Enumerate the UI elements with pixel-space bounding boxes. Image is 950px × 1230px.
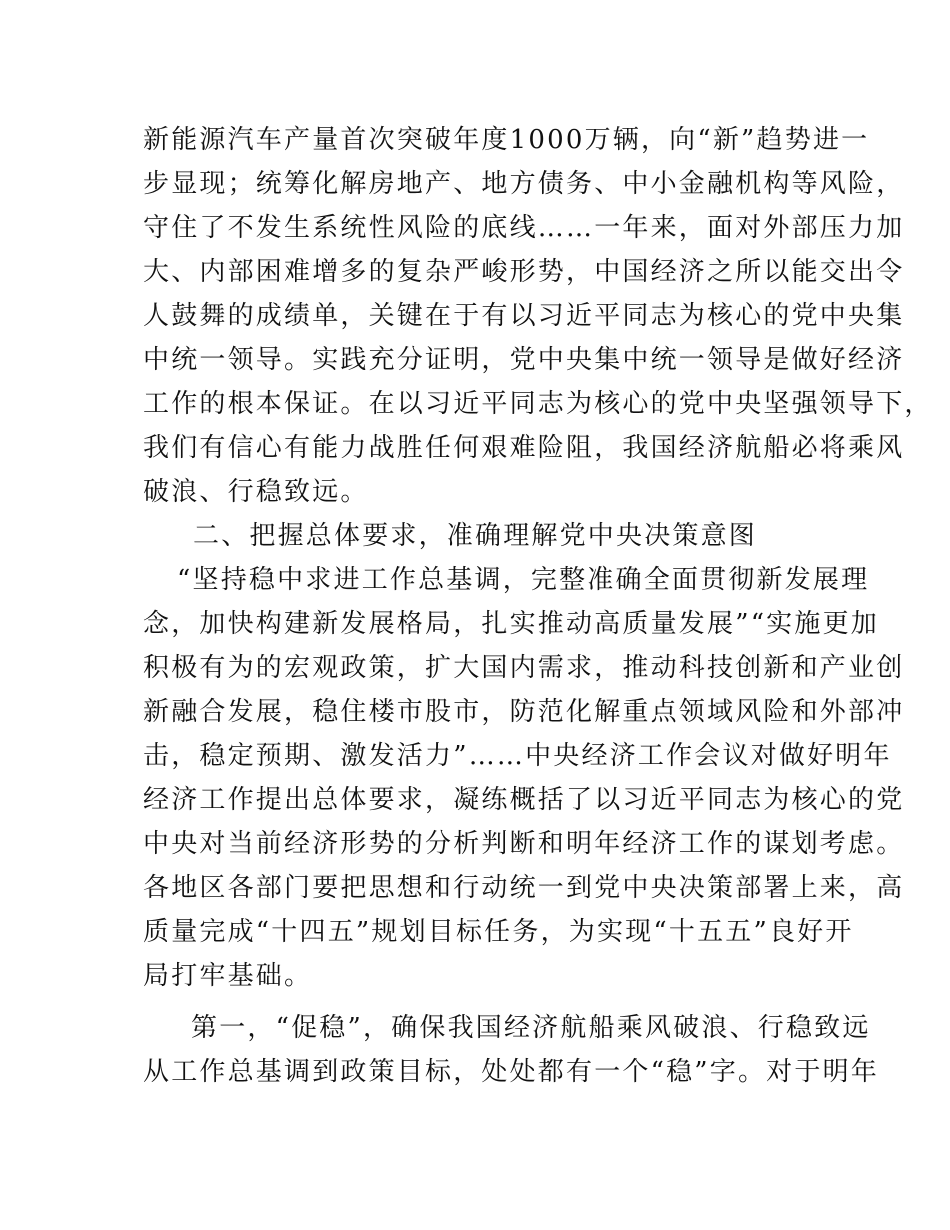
text-line: 质量完成“十四五”规划目标任务，为实现“十五五”良好开 [143, 917, 854, 947]
text-line: 工作的根本保证。在以习近平同志为核心的党中央坚强领导下， [143, 389, 933, 419]
text-line: 我们有信心有能力战胜任何艰难险阻，我国经济航船必将乘风 [143, 433, 905, 463]
text-line: 积极有为的宏观政策，扩大国内需求，推动科技创新和产业创 [143, 653, 905, 683]
text-line: 中统一领导。实践充分证明，党中央集中统一领导是做好经济 [143, 345, 905, 375]
text-line: 新融合发展，稳住楼市股市，防范化解重点领域风险和外部冲 [143, 697, 905, 727]
text-line: 新能源汽车产量首次突破年度1000万辆，向“新”趋势进一 [143, 125, 870, 155]
text-line: 经济工作提出总体要求，凝练概括了以习近平同志为核心的党 [143, 785, 905, 815]
paragraph-2 [143, 558, 905, 998]
text-line: “坚持稳中求进工作总基调，完整准确全面贯彻新发展理 [177, 565, 870, 595]
text-line: 大、内部困难增多的复杂严峻形势，中国经济之所以能交出令 [143, 257, 905, 287]
paragraph-gap [143, 998, 823, 1006]
text-line: 步显现；统筹化解房地产、地方债务、中小金融机构等风险， [143, 169, 905, 199]
text-line: 守住了不发生系统性风险的底线……一年来，面对外部压力加 [143, 213, 905, 243]
text-line: 击，稳定预期、激发活力”……中央经济工作会议对做好明年 [143, 741, 892, 771]
text-line: 中央对当前经济形势的分析判断和明年经济工作的谋划考虑。 [143, 829, 905, 859]
text-line: 第一，“促稳”，确保我国经济航船乘风破浪、行稳致远 [191, 1013, 871, 1043]
text-line: 从工作总基调到政策目标，处处都有一个“稳”字。对于明年 [143, 1057, 879, 1087]
text-line: 各地区各部门要把思想和行动统一到党中央决策部署上来，高 [143, 873, 905, 903]
document-body [143, 118, 933, 1094]
text-line: 人鼓舞的成绩单，关键在于有以习近平同志为核心的党中央集 [143, 301, 905, 331]
text-line: 破浪、行稳致远。 [143, 477, 369, 507]
paragraph-3 [143, 1006, 879, 1094]
section-heading: 二、把握总体要求，准确理解党中央决策意图 [193, 521, 758, 551]
text-line: 局打牢基础。 [143, 961, 313, 991]
text-line: 念，加快构建新发展格局，扎实推动高质量发展”“实施更加 [143, 609, 879, 639]
paragraph-1 [143, 118, 933, 514]
